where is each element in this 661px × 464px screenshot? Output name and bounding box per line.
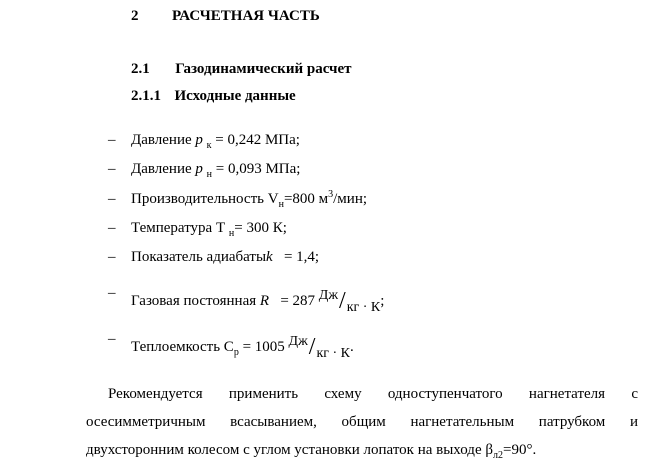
subsection-number: 2.1.1 xyxy=(131,88,161,104)
list-dash: – xyxy=(108,285,116,301)
item-subscript: н xyxy=(228,228,235,239)
item-value: = 1,4; xyxy=(272,249,320,265)
item-superscript: 3 xyxy=(328,189,334,200)
unit-denominator: кг · К xyxy=(346,300,381,315)
item-subscript: н xyxy=(206,169,212,180)
chapter-number: 2 xyxy=(131,8,139,24)
fraction-slash: / xyxy=(339,288,346,314)
section-title: Газодинамический расчет xyxy=(175,61,352,77)
item-subscript: p xyxy=(233,347,239,358)
item-label: Температура Т xyxy=(131,220,229,236)
item-value: =800 м xyxy=(283,191,329,207)
paragraph-line-3 xyxy=(86,442,638,459)
list-item-capacity xyxy=(131,191,367,208)
section-heading xyxy=(131,61,352,78)
item-symbol: p xyxy=(195,132,203,148)
item-value: = 287 xyxy=(269,293,319,309)
beta-subscript: л2 xyxy=(492,450,503,461)
list-dash: – xyxy=(108,331,116,347)
item-symbol: p xyxy=(195,161,203,177)
unit-numerator: Дж xyxy=(288,334,308,349)
item-value: = 0,242 МПа; xyxy=(211,132,300,148)
paragraph-text: двухсторонним колесом с углом установки лопаток на выходе β xyxy=(86,442,493,458)
item-tail: /мин; xyxy=(333,191,368,207)
list-item-adiabatic xyxy=(131,249,319,266)
list-dash: – xyxy=(108,220,116,236)
item-subscript: к xyxy=(206,140,212,151)
item-value: = 0,093 МПа; xyxy=(212,161,301,177)
item-label: Показатель адиабаты xyxy=(131,249,267,265)
paragraph-line-1: Рекомендуется применить схему одноступенчатого нагнетателя с xyxy=(108,386,638,402)
list-dash: – xyxy=(108,161,116,177)
item-end: . xyxy=(349,339,354,355)
chapter-title: РАСЧЕТНАЯ ЧАСТЬ xyxy=(172,8,320,24)
list-item-pressure-k xyxy=(131,132,300,149)
unit-numerator: Дж xyxy=(318,288,339,303)
item-label: Газовая постоянная xyxy=(131,293,260,309)
subsection-heading xyxy=(131,88,296,105)
subsection-title: Исходные данные xyxy=(174,88,296,104)
item-label: Производительность V xyxy=(131,191,279,207)
list-item-gas-constant xyxy=(131,285,385,315)
item-symbol: R xyxy=(259,293,270,309)
item-symbol: k xyxy=(266,249,273,265)
item-label: Давление xyxy=(131,132,196,148)
chapter-heading xyxy=(131,8,320,25)
section-number: 2.1 xyxy=(131,61,150,77)
item-label: Давление xyxy=(131,161,196,177)
unit-denominator: кг · К xyxy=(316,346,350,361)
item-label: Теплоемкость С xyxy=(131,339,234,355)
item-subscript: н xyxy=(278,199,284,210)
item-value: = 300 К; xyxy=(234,220,287,236)
paragraph-end: =90°. xyxy=(502,442,537,458)
item-end: ; xyxy=(380,293,385,309)
list-item-heat-capacity xyxy=(131,331,354,361)
paragraph-line-2: осесимметричным всасыванием, общим нагнетательным патрубком и xyxy=(86,414,638,430)
item-value: = 1005 xyxy=(238,339,289,355)
list-dash: – xyxy=(108,191,116,207)
list-dash: – xyxy=(108,249,116,265)
list-dash: – xyxy=(108,132,116,148)
list-item-pressure-n xyxy=(131,161,300,178)
fraction-slash: / xyxy=(308,334,316,360)
list-item-temperature xyxy=(131,220,287,237)
